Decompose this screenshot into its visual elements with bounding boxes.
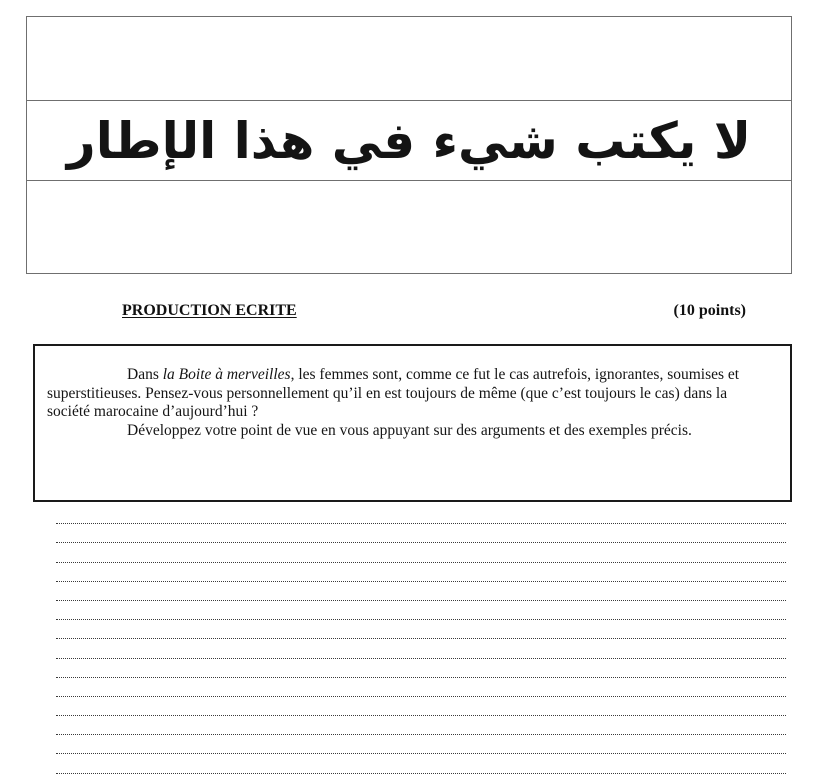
frame-divider-top — [27, 100, 791, 101]
prompt-intro: Dans — [127, 366, 163, 383]
answer-line[interactable] — [56, 582, 786, 601]
answer-line[interactable] — [56, 639, 786, 658]
answer-line[interactable] — [56, 524, 786, 543]
answer-line[interactable] — [56, 735, 786, 754]
section-points: (10 points) — [673, 302, 746, 319]
do-not-write-frame — [26, 16, 792, 274]
answer-line[interactable] — [56, 505, 786, 524]
answer-line[interactable] — [56, 678, 786, 697]
frame-divider-bottom — [27, 180, 791, 181]
answer-line[interactable] — [56, 563, 786, 582]
prompt-question: , les femmes sont, comme ce fut le cas autrefois, ignorantes, soumises et superstitieuses. Pensez-vous personnellement qu’il en est toujours de même (que c’est toujours le cas) dans la société marocaine d’aujourd’hui ? — [47, 366, 740, 420]
book-title: la Boite à merveilles — [162, 366, 291, 383]
section-title: PRODUCTION ECRITE — [122, 302, 297, 319]
writing-prompt-box — [33, 344, 792, 502]
answer-line[interactable] — [56, 620, 786, 639]
answer-line[interactable] — [56, 716, 786, 735]
do-not-write-notice: لا يكتب شيء في هذا الإطار — [66, 112, 752, 170]
answer-line[interactable] — [56, 697, 786, 716]
answer-writing-area[interactable] — [56, 505, 786, 774]
prompt-paragraph-2: Développez votre point de vue en vous appuyant sur des arguments et des exemples précis. — [127, 421, 692, 439]
answer-line[interactable] — [56, 754, 786, 773]
prompt-text — [47, 366, 762, 440]
answer-line[interactable] — [56, 659, 786, 678]
answer-line[interactable] — [56, 601, 786, 620]
answer-line[interactable] — [56, 543, 786, 562]
prompt-paragraph-1 — [47, 366, 762, 422]
